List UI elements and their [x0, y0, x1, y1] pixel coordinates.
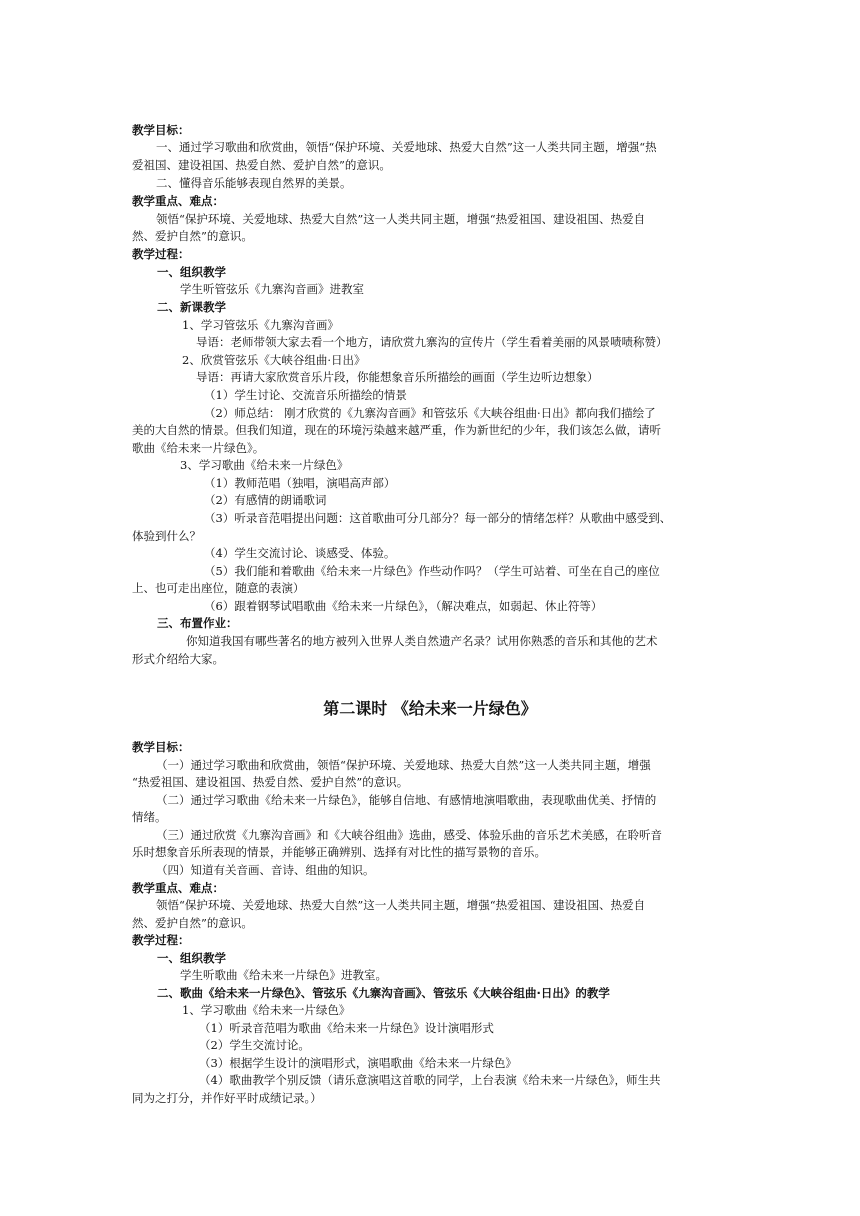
text-line: 同为之打分，并作好平时成绩记录。） [132, 1091, 322, 1105]
subheading: 二、歌曲《给未来一片绿色》、管弦乐《九寨沟音画》、管弦乐《大峡谷组曲·日出》的教学 [157, 986, 610, 1000]
text-line: 乐时想象音乐所表现的情景，并能够正确辨别、选择有对比性的描写景物的音乐。 [132, 845, 546, 859]
heading-teaching-process: 教学过程： [132, 247, 190, 261]
subheading: 二、新课教学 [157, 300, 226, 314]
text-line: 一、通过学习歌曲和欣赏曲，领悟“保护环境、关爱地球、热爱大自然”这一人类共同主题，增强“热 [156, 140, 657, 154]
text-line: 爱祖国、建设祖国、热爱自然、爱护自然”的意识。 [132, 158, 391, 172]
text-line: 2、欣赏管弦乐《大峡谷组曲·日出》 [182, 353, 366, 367]
text-line: （3）听录音范唱提出问题：这首歌曲可分几部分？每一部分的情绪怎样？从歌曲中感受到、 [204, 511, 672, 525]
text-line: （二）通过学习歌曲《给未来一片绿色》，能够自信地、有感情地演唱歌曲，表现歌曲优美、抒情的 [156, 793, 657, 807]
text-line: （6）跟着钢琴试唱歌曲《给未来一片绿色》，（解决难点，如弱起、休止符等） [204, 599, 603, 613]
text-line: 1、学习管弦乐《九寨沟音画》 [182, 318, 339, 332]
text-line: 领悟“保护环境、关爱地球、热爱大自然”这一人类共同主题，增强“热爱祖国、建设祖国、热爱自 [156, 212, 646, 226]
text-line: 上、也可走出座位，随意的表演） [132, 581, 305, 595]
text-line: （三）通过欣赏《九寨沟音画》和《大峡谷组曲》选曲，感受、体验乐曲的音乐艺术美感，在聆听音 [156, 828, 662, 842]
text-line: （2）学生交流讨论。 [199, 1038, 310, 1052]
text-line: 1、学习歌曲《给未来一片绿色》 [182, 1003, 351, 1017]
subheading: 一、组织教学 [157, 951, 226, 965]
heading-teaching-goals: 教学目标： [132, 123, 190, 137]
text-line: 导语：再请大家欣赏音乐片段，你能想象音乐所描绘的画面（学生边听边想象） [196, 370, 599, 384]
text-line: “热爱祖国、建设祖国、热爱自然、爱护自然”的意识。 [132, 775, 409, 789]
text-line: 体验到什么？ [132, 529, 201, 543]
text-line: （2）有感情的朗诵歌词 [204, 493, 327, 507]
text-line: （2）师总结： 刚才欣赏的《九寨沟音画》和管弦乐《大峡谷组曲·日出》都向我们描绘了 [204, 406, 656, 420]
text-line: （1）教师范唱（独唱，演唱高声部） [204, 476, 396, 490]
text-line: 3、学习歌曲《给未来一片绿色》 [180, 458, 349, 472]
text-line: 二、懂得音乐能够表现自然界的美景。 [156, 176, 352, 190]
text-line: 形式介绍给大家。 [132, 652, 224, 666]
text-line: （1）听录音范唱为歌曲《给未来一片绿色》设计演唱形式 [199, 1021, 494, 1035]
subheading: 一、组织教学 [157, 265, 226, 279]
text-line: 歌曲《给未来一片绿色》。 [132, 441, 265, 455]
text-line: 导语：老师带领大家去看一个地方，请欣赏九寨沟的宣传片（学生看着美丽的风景啧啧称赞） [196, 335, 668, 349]
text-line: （5）我们能和着歌曲《给未来一片绿色》作些动作吗？（学生可站着、可坐在自己的座位 [204, 564, 660, 578]
text-line: 情绪。 [132, 810, 167, 824]
lesson-title: 第二课时 《给未来一片绿色》 [323, 699, 537, 718]
text-line: 然、爱护自然”的意识。 [132, 229, 253, 243]
text-line: （4）学生交流讨论、谈感受、体验。 [204, 546, 396, 560]
text-line: 你知道我国有哪些著名的地方被列入世界人类自然遗产名录？试用你熟悉的音乐和其他的艺术 [186, 634, 658, 648]
heading-teaching-process: 教学过程： [132, 933, 190, 947]
subheading: 三、布置作业： [157, 616, 238, 630]
text-line: 学生听管弦乐《九寨沟音画》进教室 [180, 282, 364, 296]
heading-key-points: 教学重点、难点： [132, 194, 224, 208]
text-line: （四）知道有关音画、音诗、组曲的知识。 [156, 863, 375, 877]
heading-teaching-goals: 教学目标： [132, 740, 190, 754]
text-line: 学生听歌曲《给未来一片绿色》进教室。 [180, 968, 387, 982]
text-line: （一）通过学习歌曲和欣赏曲，领悟“保护环境、关爱地球、热爱大自然”这一人类共同主题，增强 [156, 758, 651, 772]
text-line: 然、爱护自然”的意识。 [132, 916, 253, 930]
text-line: （3）根据学生设计的演唱形式，演唱歌曲《给未来一片绿色》 [199, 1056, 517, 1070]
text-line: （4）歌曲教学个别反馈（请乐意演唱这首歌的同学，上台表演《给未来一片绿色》，师生共 [199, 1073, 661, 1087]
text-line: 领悟“保护环境、关爱地球、热爱大自然”这一人类共同主题，增强“热爱祖国、建设祖国、热爱自 [156, 898, 646, 912]
text-line: （1）学生讨论、交流音乐所描绘的情景 [204, 388, 407, 402]
text-line: 美的大自然的情景。但我们知道，现在的环境污染越来越严重，作为新世纪的少年，我们该怎么做，请听 [132, 423, 661, 437]
heading-key-points: 教学重点、难点： [132, 881, 224, 895]
